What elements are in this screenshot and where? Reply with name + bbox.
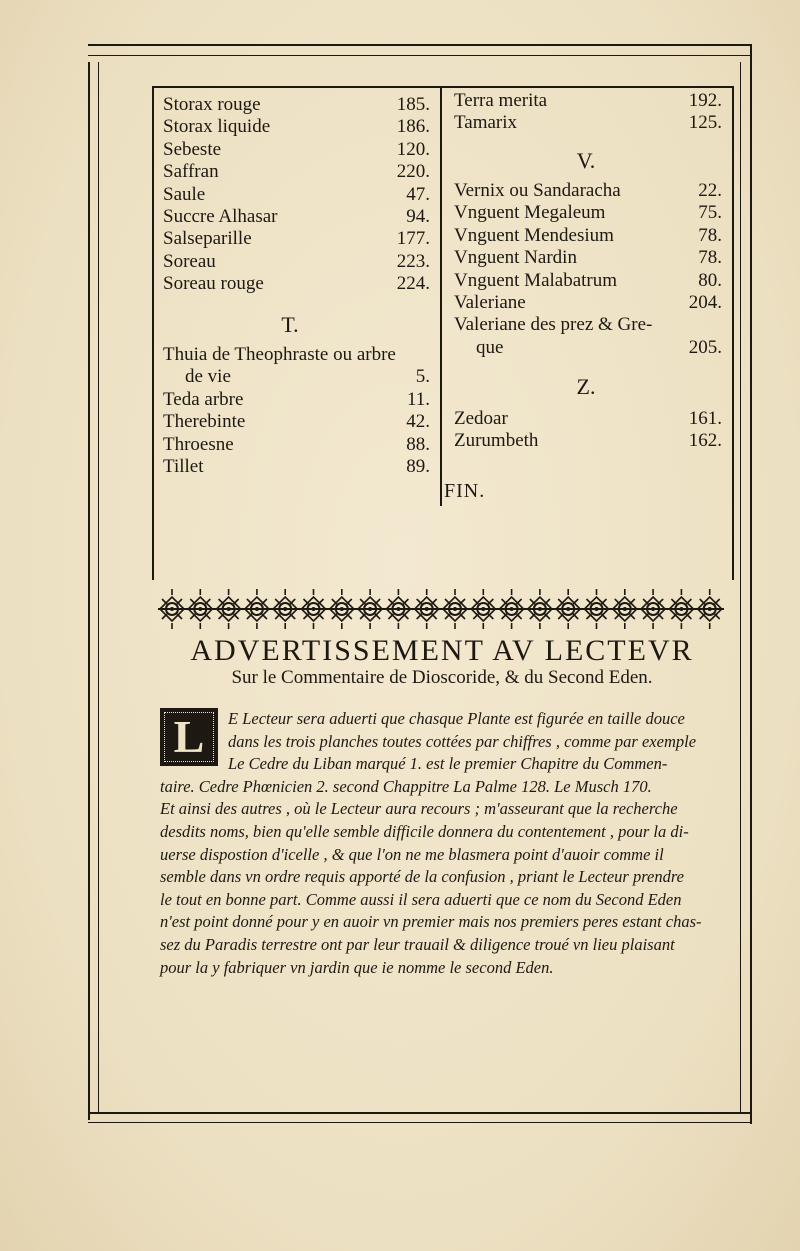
index-entry-name: Valeriane des prez & Gre- (454, 314, 653, 336)
index-entry-page: 94. (406, 206, 430, 227)
index-entry (454, 180, 722, 202)
index-entry (454, 247, 722, 269)
index-entry (454, 408, 722, 430)
index-entry-page: 22. (698, 180, 722, 201)
index-entry-name: Vnguent Mendesium (454, 224, 614, 246)
drop-cap-letter: L (160, 708, 218, 766)
right-outer-rule (750, 44, 752, 1124)
bottom-rule (88, 1112, 752, 1114)
index-entry-name: Salseparille (163, 228, 252, 250)
body-text-line: le tout en bonne part. Comme aussi il sera aduerti que ce nom du Second Eden (160, 889, 682, 909)
index-entry-page: 75. (698, 202, 722, 224)
right-inner-rule (740, 62, 741, 1114)
body-text-line: sez du Paradis terrestre ont par leur trauail & diligence troué vn lieu plaisant (160, 935, 675, 954)
index-entry-name: Zurumbeth (454, 430, 539, 452)
body-text-line: uerse dispostion d'icelle , & que l'on ne me blasmera point d'auoir comme il (160, 844, 664, 864)
index-entry-name: Sebeste (163, 138, 222, 160)
index-entry (454, 202, 722, 224)
index-entry (163, 273, 430, 295)
index-entry (163, 456, 430, 478)
letter-t: T. (281, 312, 299, 337)
index-entry-name: Storax liquide (163, 116, 271, 138)
advertissement-heading: ADVERTISSEMENT AV LECTEVR (190, 634, 694, 667)
index-entry-page: 47. (406, 183, 430, 205)
index-entry-page: 80. (698, 269, 722, 291)
index-entry (454, 90, 722, 112)
index-entry-name: Teda arbre (163, 388, 244, 410)
index-entry (163, 139, 430, 161)
advertissement-subheading: Sur le Commentaire de Dioscoride, & du Second Eden. (231, 667, 653, 688)
index-entry-page: 120. (396, 138, 430, 160)
fin-label: FIN. (444, 480, 486, 502)
index-entry (163, 411, 430, 433)
index-entry-page: 177. (396, 228, 430, 250)
body-text-line: E Lecteur sera aduerti que chasque Plante est figurée en taille douce (228, 709, 685, 728)
letter-v: V. (576, 148, 596, 173)
index-entry (163, 251, 430, 273)
index-entry-page: 224. (396, 273, 430, 295)
index-entry-name: Throesne (163, 433, 234, 455)
index-entry (163, 389, 430, 411)
index-entry-page: 89. (406, 456, 430, 477)
index-entry-name: Vnguent Malabatrum (454, 269, 618, 291)
index-entry-page: 78. (698, 247, 722, 269)
body-text-line: Et ainsi des autres , où le Lecteur aura recours ; m'asseurant que la recherche (160, 799, 678, 819)
index-entry-name: Tamarix (454, 112, 518, 134)
letter-z: Z. (576, 374, 596, 399)
index-entry-name: Tillet (163, 456, 204, 477)
index-entry-page: 223. (396, 250, 430, 272)
index-entry-page: 185. (396, 94, 430, 115)
index-entry (163, 344, 430, 366)
index-entry-page: 161. (688, 408, 722, 429)
body-text-line: desdits noms, bien qu'elle semble difficile donnera du contentement , pour la di- (160, 822, 689, 841)
index-entry-name: Storax rouge (163, 94, 261, 115)
index-entry (163, 184, 430, 206)
index-entry-name: Therebinte (163, 411, 246, 433)
index-entry (454, 430, 722, 452)
index-entry (163, 94, 430, 116)
index-entry (163, 116, 430, 138)
index-entry-name: Thuia de Theophraste ou arbre (163, 344, 396, 365)
index-entry (163, 228, 430, 250)
top-rule (88, 44, 752, 46)
index-entry-page: 78. (698, 224, 722, 246)
index-entry-name: Succre Alhasar (163, 206, 278, 227)
index-entry (454, 292, 722, 314)
index-entry-name: Vnguent Nardin (454, 247, 577, 269)
index-entry-page: 5. (415, 366, 430, 388)
body-text-line: n'est point donné pour y en auoir vn premier mais nos premiers peres estant chas- (160, 912, 702, 932)
index-entry-page: 125. (688, 112, 722, 134)
index-entry-name: Soreau (163, 250, 216, 272)
index-entry-page: 186. (396, 116, 430, 138)
index-entry-page: 42. (406, 411, 430, 433)
body-text-line: dans les trois planches toutes cottées par chiffres , comme par exemple (228, 731, 697, 751)
index-entry-name: Saffran (163, 161, 219, 183)
top-rule-thin (88, 55, 752, 56)
index-entry-page: 220. (396, 161, 430, 183)
index-entry-name: de vie (185, 366, 231, 388)
index-entry (163, 206, 430, 228)
left-inner-rule (98, 62, 99, 1114)
index-entry-name: Terra merita (454, 90, 548, 111)
index-entry (454, 112, 722, 134)
body-text-line: semble dans vn ordre requis apporté de la confusion , priant le Lecteur prendre (160, 867, 684, 887)
body-text-line: taire. Cedre Phœnicien 2. second Chappitre La Palme 128. Le Musch 170. (160, 776, 652, 796)
index-entry-page: 162. (688, 430, 722, 452)
body-text-line: Le Cedre du Liban marqué 1. est le premier Chapitre du Commen- (228, 754, 668, 774)
index-entry-name: Soreau rouge (163, 273, 264, 295)
index-column-divider (440, 86, 442, 506)
index-entry-name: Zedoar (454, 408, 508, 429)
body-text-line: pour la y fabriquer vn jardin que ie nomme le second Eden. (160, 957, 554, 977)
index-entry-name: Vernix ou Sandaracha (454, 180, 621, 201)
index-entry (454, 314, 722, 336)
index-entry-name: que (476, 336, 504, 358)
index-entry (163, 161, 430, 183)
index-entry (454, 225, 722, 247)
index-entry (454, 270, 722, 292)
index-entry-name: Saule (163, 183, 206, 205)
index-entry-page: 205. (688, 336, 722, 358)
index-entry-page: 204. (688, 292, 722, 313)
index-entry-page: 88. (406, 433, 430, 455)
index-entry-name: Valeriane (454, 292, 526, 313)
left-outer-rule (88, 62, 90, 1120)
index-entry (476, 337, 722, 359)
index-entry-page: 11. (406, 388, 430, 410)
index-entry-name: Vnguent Megaleum (454, 202, 606, 224)
index-entry-page: 192. (688, 90, 722, 111)
bottom-rule-thin (88, 1122, 752, 1123)
ornamental-band (158, 585, 724, 633)
index-entry (185, 366, 430, 388)
index-entry (163, 434, 430, 456)
